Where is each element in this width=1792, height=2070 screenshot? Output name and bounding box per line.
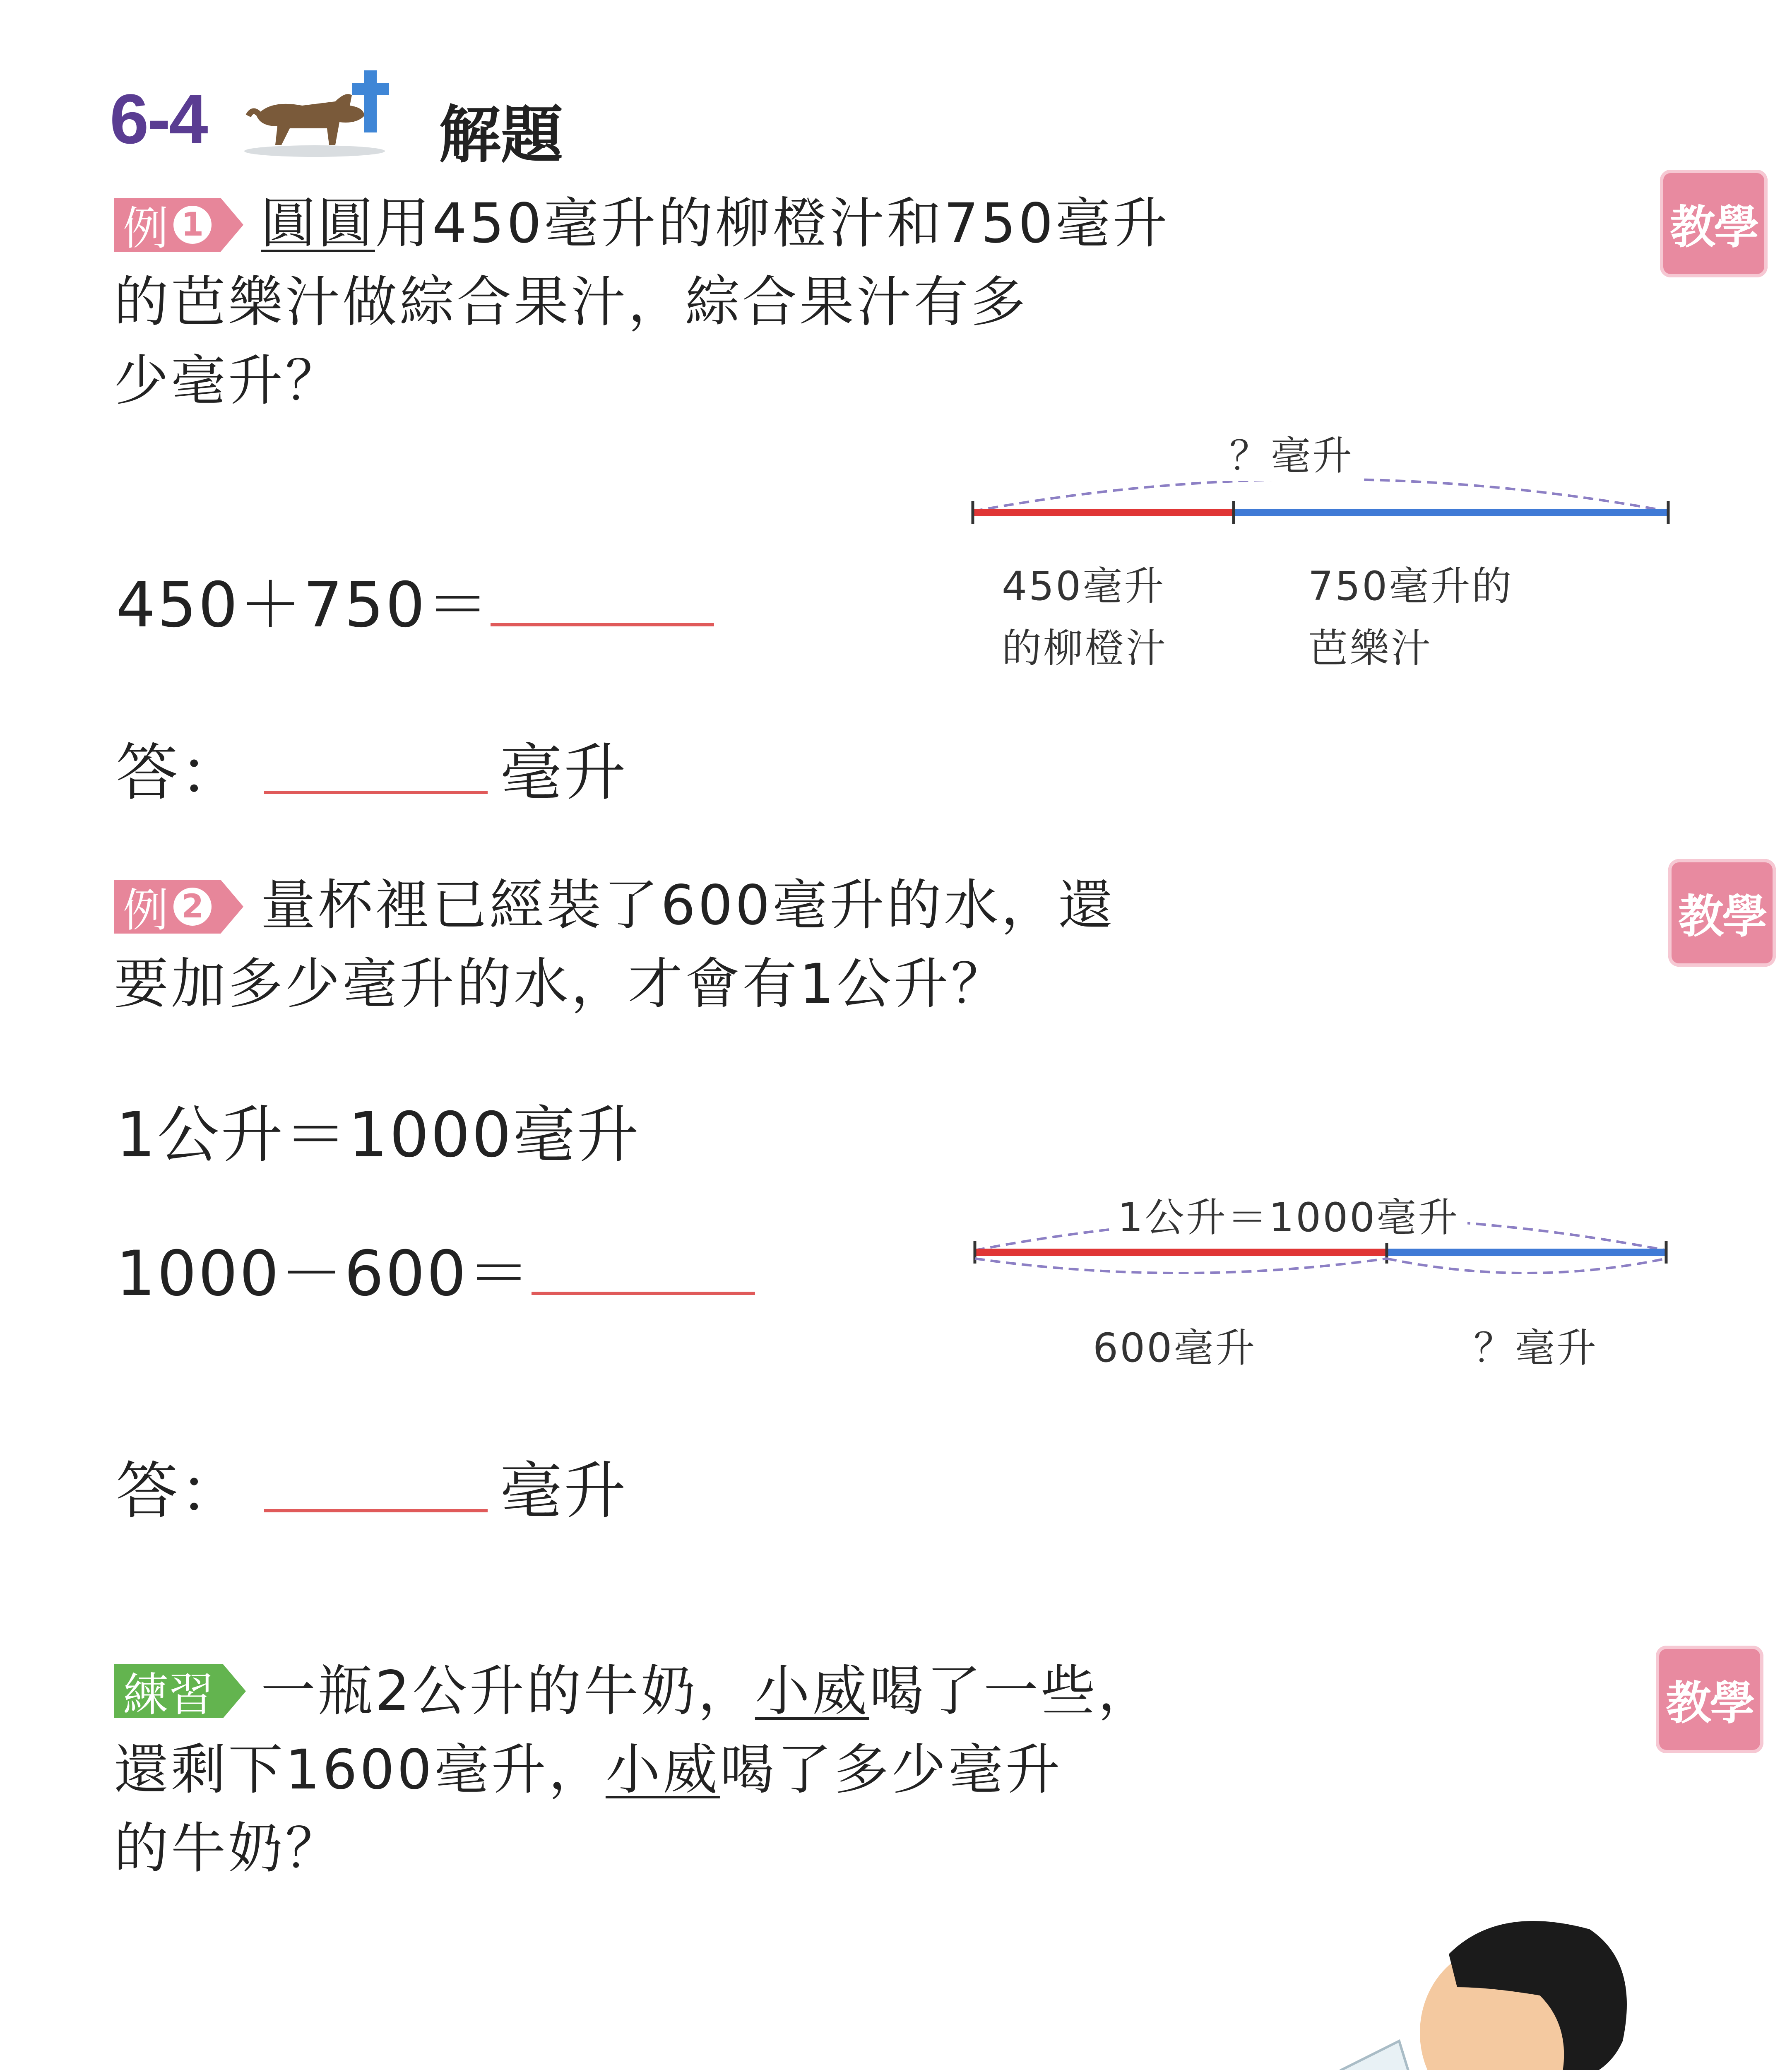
- example-2-conversion: 1公升＝1000毫升: [116, 1099, 641, 1171]
- answer-blank[interactable]: [264, 791, 488, 794]
- diagram-right-label-1: 750毫升的: [1308, 563, 1513, 609]
- example-1-line-2: 的芭樂汁做綜合果汁，綜合果汁有多: [114, 270, 1028, 334]
- example-tag-label: 例: [123, 884, 168, 937]
- diagram-right-label-2: 芭樂汁: [1308, 625, 1432, 672]
- diagram-total-label: ？毫升: [1221, 424, 1362, 481]
- teach-badge-1: 教學: [1660, 170, 1768, 277]
- example-1-tag: [114, 198, 243, 255]
- example-1-equation: 450＋750＝: [116, 555, 714, 644]
- teach-badge-3: 教學: [1656, 1646, 1763, 1753]
- section-number: 6-4: [110, 80, 207, 159]
- answer-blank[interactable]: [264, 1509, 488, 1512]
- person-name: 小威: [605, 1738, 720, 1802]
- section-title: 解題: [439, 99, 563, 171]
- example-2-line-1: 量杯裡已經裝了600毫升的水，還: [261, 874, 1115, 937]
- example-2-line-2: 要加多少毫升的水，才會有1公升？: [114, 952, 1008, 1016]
- diagram-left-label: 600毫升: [1093, 1325, 1257, 1371]
- example-1-answer: 答： 毫升: [116, 737, 628, 809]
- example-2-tag: [114, 880, 243, 937]
- example-number: 2: [173, 888, 212, 926]
- answer-blank[interactable]: [491, 623, 714, 626]
- example-tag-label: 例: [123, 202, 168, 255]
- diagram-left-label-2: 的柳橙汁: [1002, 625, 1167, 672]
- person-name: 圓圓: [261, 192, 375, 255]
- example-1-line-1: 圓圓用450毫升的柳橙汁和750毫升: [261, 192, 1170, 255]
- example-number: 1: [173, 206, 212, 244]
- practice-line-3: 的牛奶？: [114, 1817, 342, 1880]
- diagram-left-label-1: 450毫升: [1002, 563, 1166, 609]
- teach-badge-2: 教學: [1668, 859, 1776, 967]
- boy-drinking-milk-illustration: [1085, 1904, 1788, 2070]
- practice-tag: [114, 1664, 246, 1721]
- example-1-line-3: 少毫升？: [114, 349, 342, 413]
- person-name: 小威: [755, 1659, 869, 1723]
- practice-tag-label: 練習: [123, 1668, 214, 1721]
- example-2-answer: 答： 毫升: [116, 1455, 628, 1527]
- dog-mascot-icon: [240, 66, 397, 161]
- practice-line-2: 還剩下1600毫升，小威喝了多少毫升: [114, 1738, 1063, 1802]
- diagram-total-label: 1公升＝1000毫升: [1109, 1186, 1467, 1243]
- practice-line-1: 一瓶2公升的牛奶，小威喝了一些，: [261, 1659, 1155, 1723]
- answer-blank[interactable]: [532, 1292, 755, 1295]
- diagram-right-label: ？毫升: [1474, 1325, 1598, 1371]
- example-2-equation: 1000－600＝: [116, 1223, 755, 1313]
